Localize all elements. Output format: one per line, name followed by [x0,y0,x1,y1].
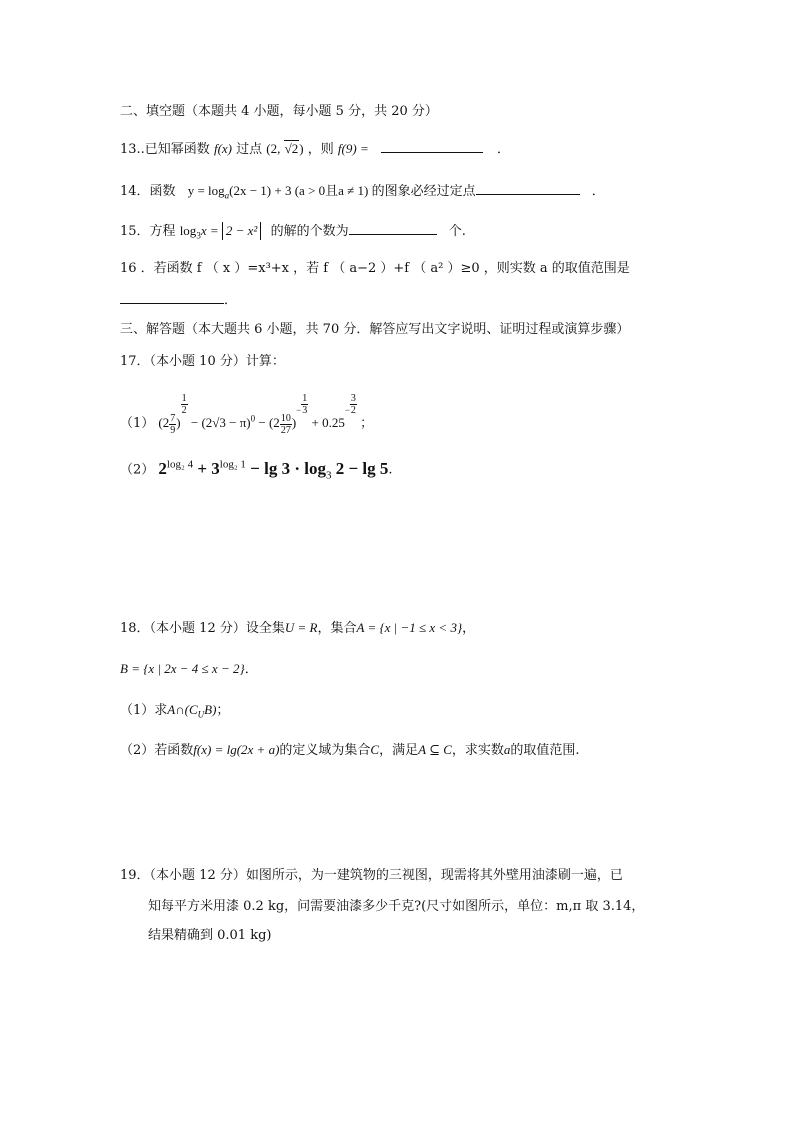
log-equation: $\log_3x = 2 - x^2$ [180,223,265,238]
section-2-header: 二、填空题（本题共 4 小题，每小题 5 分，共 20 分） [120,104,438,119]
point-expression: (2, √2) [266,141,304,156]
question-18-part-1: （1）求$A\cap(C_UB)$； [120,702,230,720]
question-13: 13..已知幂函数 f(x) 过点 (2, √2) ，则 f(9) = ． [120,138,510,160]
answer-blank-13[interactable] [381,138,483,153]
question-18-line-2: B = {x | 2x − 4 ≤ x − 2}． [120,661,258,677]
question-19-line-2: 知每平方米用漆 0.2 kg，问需要油漆多少千克?(尺寸如图所示，单位：m,π 取 3.14， [148,899,645,914]
log-function: $y = \log_a(2x - 1) + 3$ (a > 0且a ≠ 1) [187,183,369,201]
question-18-line-1: 18．（本小题 12 分）设全集U = R，集合A = {x | −1 ≤ x < 3}， [120,620,476,636]
question-19-line-3: 结果精确到 0.01 kg) [148,928,272,943]
question-14: 14．函数 $y = \log_a(2x - 1) + 3$ (a > 0且a ≠ 1) 的图象必经过定点 ． [120,180,605,206]
expression-17-2: $2^{log_2 4} + 3^{log_2 1} - \lg 3 \cdot \log_3 2 - \lg 5$ [158,458,389,482]
answer-blank-15[interactable] [349,220,437,235]
question-17-part-1: （1） (2 $\frac{7}{9}$ ) $\frac{1}{2}$ − $(2√3 - \pi)^0 - (2$ $\frac{10}{27}$ )− $\frac{1}{3}$ + 0.25− $\frac{3}{2}$ ； [120,393,374,436]
question-17-part-2: （2） $2^{log_2 4} + 3^{log_2 1} - \lg 3 \cdot \log_3 2 - \lg 5$. [120,458,393,482]
answer-blank-16[interactable] [120,289,224,304]
question-15: 15．方程 $\log_3x = 2 - x^2$ 的解的个数为 个. [120,220,466,246]
question-16-answer: ． [120,289,237,311]
question-16: 16 ．若函数 f （ x ）=x³+x ，若 f （ a−2 ）+f （ a² ）≥0 ，则实数 a 的取值范围是 [120,261,630,276]
question-18-part-2: （2）若函数f(x) = lg(2x + a)的定义域为集合C，满足A ⊆ C，求实数a的取值范围. [120,742,580,758]
question-17-title: 17．（本小题 10 分）计算： [120,354,285,369]
question-19-line-1: 19．（本小题 12 分）如图所示，为一建筑物的三视图，现需将其外壁用油漆刷一遍，已 [120,868,623,883]
section-3-header: 三、解答题（本大题共 6 小题，共 70 分．解答应写出文字说明、证明过程或演算步骤） [120,322,630,337]
expression-17-1: (2 $\frac{7}{9}$ ) $\frac{1}{2}$ − $(2√3 - \pi)^0 - (2$ $\frac{10}{27}$ )− $\frac{1}{3}$ + 0.25− $\frac{3}{2}$ [158,393,356,436]
answer-blank-14[interactable] [476,180,580,195]
